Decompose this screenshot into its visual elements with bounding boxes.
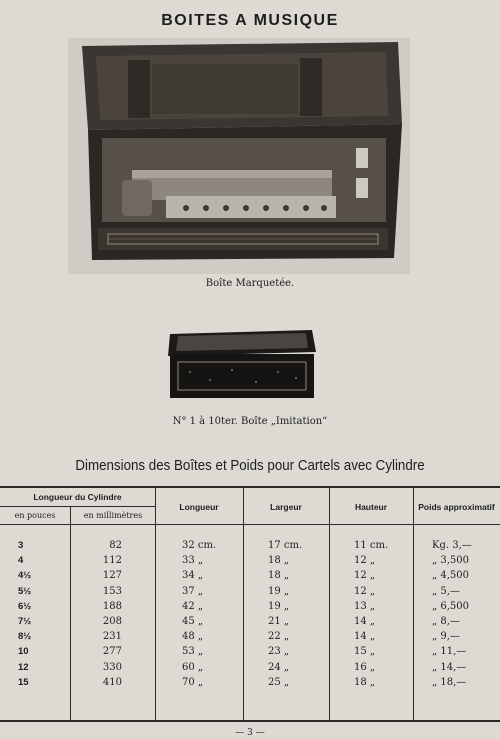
cell-mm: 82 — [109, 540, 122, 551]
table-col-rule — [243, 486, 244, 720]
cell-hauteur: 11 cm. — [354, 540, 389, 551]
cell-poids: Kg. 3,— — [432, 540, 472, 551]
cell-pouces: 4 — [18, 555, 24, 567]
table-bottom-rule — [0, 720, 500, 722]
table-header-bottom-rule — [0, 524, 500, 525]
cell-longueur: 48 „ — [182, 631, 204, 643]
cell-mm: 330 — [102, 661, 122, 673]
cell-hauteur: 15 „ — [354, 646, 376, 658]
cell-hauteur: 12 „ — [354, 585, 376, 597]
cell-poids: „ 14,— — [432, 661, 467, 673]
cell-hauteur: 12 „ — [354, 555, 376, 567]
table-heading: Dimensions des Boîtes et Poids pour Cartels avec Cylindre — [75, 458, 425, 474]
cell-poids: „ 18,— — [432, 676, 467, 688]
dimensions-table — [0, 484, 500, 724]
cell-pouces: 3 — [18, 540, 24, 551]
cell-largeur: 17 cm. — [268, 540, 303, 551]
cell-mm: 277 — [102, 646, 122, 658]
cell-mm: 208 — [102, 616, 122, 627]
cell-largeur: 18 „ — [268, 555, 290, 567]
table-col-rule — [155, 486, 156, 720]
cell-longueur: 37 „ — [182, 585, 204, 597]
music-box-open-illustration — [68, 38, 410, 274]
cell-pouces: 7½ — [18, 616, 32, 627]
header-poids: Poids approximatif — [418, 502, 495, 512]
cell-longueur: 33 „ — [182, 555, 204, 567]
cell-pouces: 15 — [18, 676, 29, 688]
cell-mm: 127 — [102, 570, 122, 582]
table-top-rule — [0, 486, 500, 488]
cell-mm: 410 — [102, 676, 122, 688]
cell-poids: „ 4,500 — [432, 570, 469, 582]
music-box-closed-illustration — [166, 326, 318, 402]
header-hauteur: Hauteur — [354, 502, 388, 512]
cell-longueur: 60 „ — [182, 661, 204, 673]
cell-poids: „ 6,500 — [432, 600, 469, 612]
cell-largeur: 22 „ — [268, 631, 290, 643]
cell-longueur: 34 „ — [182, 570, 204, 582]
cell-poids: „ 9,— — [432, 631, 460, 643]
cell-largeur: 25 „ — [268, 676, 290, 688]
cell-pouces: 4½ — [18, 570, 32, 582]
cell-largeur: 18 „ — [268, 570, 290, 582]
header-longueur-cylindre: Longueur du Cylindre — [33, 492, 122, 502]
photo-marquetry-box — [68, 38, 410, 274]
cell-pouces: 12 — [18, 661, 29, 673]
cell-mm: 153 — [102, 585, 122, 597]
cell-hauteur: 16 „ — [354, 661, 376, 673]
table-col-rule — [70, 506, 71, 720]
photo-imitation-box — [166, 326, 318, 402]
page-title: BOITES A MUSIQUE — [161, 12, 339, 29]
header-en-pouces: en pouces — [14, 511, 56, 520]
table-col-rule — [413, 486, 414, 720]
cell-hauteur: 14 „ — [354, 631, 376, 643]
cell-largeur: 19 „ — [268, 600, 290, 612]
cell-pouces: 6½ — [18, 600, 32, 612]
cell-mm: 112 — [102, 555, 122, 567]
cell-poids: „ 3,500 — [432, 555, 469, 567]
cell-largeur: 23 „ — [268, 646, 290, 658]
cell-longueur: 45 „ — [182, 616, 204, 627]
table-subheader-rule — [0, 506, 155, 507]
cell-hauteur: 18 „ — [354, 676, 376, 688]
cell-largeur: 24 „ — [268, 661, 290, 673]
cell-mm: 188 — [102, 600, 122, 612]
cell-hauteur: 13 „ — [354, 600, 376, 612]
header-largeur: Largeur — [270, 502, 302, 512]
cell-longueur: 42 „ — [182, 600, 204, 612]
table-col-rule — [329, 486, 330, 720]
page-number: — 3 — — [235, 728, 265, 738]
header-en-mm: en millimètres — [83, 511, 143, 520]
cell-pouces: 10 — [18, 646, 29, 658]
cell-longueur: 32 cm. — [182, 540, 217, 551]
cell-hauteur: 12 „ — [354, 570, 376, 582]
cell-poids: „ 8,— — [432, 616, 460, 627]
cell-largeur: 19 „ — [268, 585, 290, 597]
cell-longueur: 70 „ — [182, 676, 204, 688]
caption-marquetry-box: Boîte Marquetée. — [205, 278, 295, 289]
cell-poids: „ 5,— — [432, 585, 460, 597]
cell-pouces: 5½ — [18, 585, 32, 597]
cell-poids: „ 11,— — [432, 646, 467, 658]
caption-imitation-box: N° 1 à 10ter. Boîte „Imitation“ — [172, 416, 328, 427]
cell-hauteur: 14 „ — [354, 616, 376, 627]
header-longueur: Longueur — [179, 502, 219, 512]
cell-pouces: 8½ — [18, 631, 32, 643]
cell-largeur: 21 „ — [268, 616, 290, 627]
cell-longueur: 53 „ — [182, 646, 204, 658]
cell-mm: 231 — [102, 631, 122, 643]
